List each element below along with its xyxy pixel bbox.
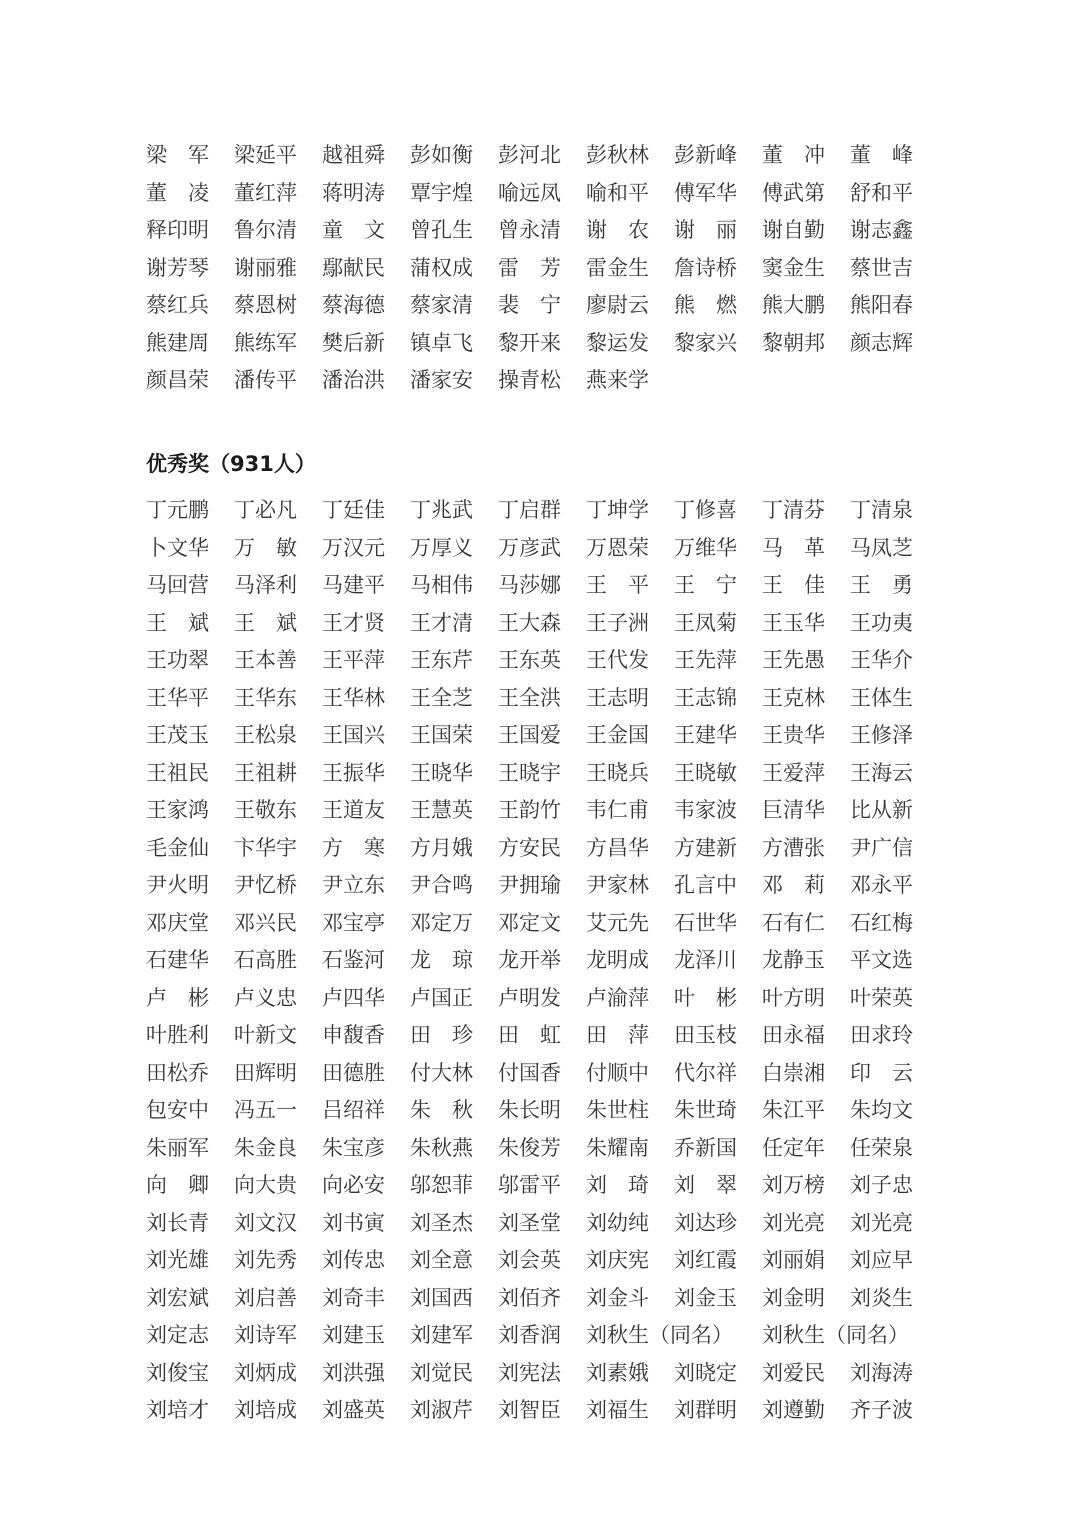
name-entry: 鲁尔清 [234,218,297,242]
name-entry: 舒和平 [850,180,913,205]
name-entry: 王代发 [586,648,649,672]
name-entry: 潘家安 [410,368,473,392]
name-entry: 包安中 [146,1098,209,1122]
name-entry: 刘金斗 [586,1285,649,1310]
name-entry: 王平萍 [322,648,385,672]
name-entry: 熊建周 [146,330,209,355]
name-entry: 石鉴河 [322,948,385,972]
name-entry: 熊练军 [234,330,297,355]
name-entry: 卢义忠 [234,985,297,1010]
name-entry: 蔡红兵 [146,293,209,317]
name-entry: 王凤菊 [674,610,737,635]
name-entry: 付顺中 [586,1060,649,1085]
name-entry: 王体生 [850,685,913,710]
name-entry: 傅武第 [762,180,825,205]
name-entry: 方漕张 [762,835,825,860]
name-entry: 丁清芬 [762,498,825,522]
name-entry: 卞华宇 [234,835,297,860]
name-entry: 刘圣堂 [498,1210,561,1235]
name-entry: 王爱萍 [762,760,825,785]
name-entry: 王贵华 [762,723,825,747]
name-entry: 王晓敏 [674,760,737,785]
name-entry: 刘书寅 [322,1210,385,1235]
name-entry: 艾元先 [586,910,649,935]
name-entry: 刘奇丰 [322,1285,385,1310]
name-entry: 邓定万 [410,910,473,935]
name-entry: 龙泽川 [674,948,737,972]
name-entry: 马凤芝 [850,535,913,560]
name-entry: 梁 军 [146,143,209,167]
name-entry: 龙静玉 [762,948,825,972]
name-entry: 彭河北 [498,143,561,167]
name-entry: 付国香 [498,1060,561,1085]
name-entry: 王 佳 [762,573,825,597]
name-entry: 董 凌 [146,180,209,205]
name-entry: 王玉华 [762,610,825,635]
name-entry: 刘 琦 [586,1173,649,1197]
name-entry: 刘爱民 [762,1360,825,1385]
name-entry: 刘素娥 [586,1360,649,1385]
name-entry: 刘遵勤 [762,1398,825,1422]
name-entry: 谢自勤 [762,218,825,242]
name-entry: 王 斌 [146,610,209,635]
name-entry: 叶 彬 [674,985,737,1010]
name-entry: 刘盛英 [322,1398,385,1422]
name-entry: 王东芹 [410,648,473,672]
name-entry: 刘先秀 [234,1248,297,1272]
name-entry: 刘启善 [234,1285,297,1310]
name-entry: 刘洪强 [322,1360,385,1385]
name-entry: 刘淑芹 [410,1398,473,1422]
name-entry: 付大林 [410,1060,473,1085]
name-entry: 刘光雄 [146,1248,209,1272]
name-entry: 王祖民 [146,760,209,785]
name-entry: 王晓兵 [586,760,649,785]
name-entry: 朱长明 [498,1098,561,1122]
name-entry: 王 斌 [234,610,297,635]
name-entry: 王志明 [586,685,649,710]
name-entry: 覃宇煌 [410,180,473,205]
name-entry: 印 云 [850,1060,913,1085]
name-entry: 吕绍祥 [322,1098,385,1122]
name-entry: 马泽利 [234,573,297,597]
name-entry: 田松乔 [146,1060,209,1085]
name-entry: 熊 燃 [674,293,737,317]
name-entry: 方安民 [498,835,561,860]
name-entry: 王子洲 [586,610,649,635]
name-entry: 王 勇 [850,573,913,597]
name-entry: 卢明发 [498,985,561,1010]
name-entry: 毛金仙 [146,835,209,860]
name-entry: 王松泉 [234,723,297,747]
name-entry: 操青松 [498,368,561,392]
name-entry: 刘长青 [146,1210,209,1235]
name-entry: 叶胜利 [146,1023,209,1047]
name-entry: 龙开举 [498,948,561,972]
name-entry: 王晓华 [410,760,473,785]
name-entry: 田辉明 [234,1060,297,1085]
name-entry: 黎朝邦 [762,330,825,355]
name-entry: 鄢献民 [322,255,385,280]
name-entry: 任定年 [762,1135,825,1160]
name-entry: 龙 琼 [410,948,473,972]
name-entry: 向大贵 [234,1173,297,1197]
name-entry: 刘会英 [498,1248,561,1272]
name-entry: 朱宝彦 [322,1135,385,1160]
name-entry: 刘圣杰 [410,1210,473,1235]
name-entry: 方建新 [674,835,737,860]
name-entry: 卢 彬 [146,985,209,1010]
name-entry: 比从新 [850,798,913,822]
name-entry: 方月娥 [410,835,473,860]
name-entry: 刘文汉 [234,1210,297,1235]
name-entry: 雷金生 [586,255,649,280]
name-entry: 丁廷佳 [322,498,385,522]
name-entry: 邓定文 [498,910,561,935]
name-entry: 梁延平 [234,143,297,167]
name-entry: 王功夷 [850,610,913,635]
name-entry: 刘 翠 [674,1173,737,1197]
name-entry: 谢芳琴 [146,255,209,280]
name-entry: 刘建玉 [322,1323,385,1347]
name-entry: 刘全意 [410,1248,473,1272]
name-entry: 丁元鹏 [146,498,209,522]
name-entry: 刘晓定 [674,1360,737,1385]
name-entry: 刘定志 [146,1323,209,1347]
name-entry: 尹合鸣 [410,873,473,897]
name-entry: 刘智臣 [498,1398,561,1422]
name-entry: 蒋明涛 [322,180,385,205]
name-entry: 曾孔生 [410,218,473,242]
name-entry: 尹立东 [322,873,385,897]
name-entry: 万维华 [674,535,737,560]
name-entry: 刘幼纯 [586,1210,649,1235]
name-entry: 王慧英 [410,798,473,822]
name-entry: 王华平 [146,685,209,710]
name-entry: 尹家林 [586,873,649,897]
name-entry: 刘宏斌 [146,1285,209,1310]
name-entry: 燕来学 [586,368,649,392]
name-entry: 尹忆桥 [234,873,297,897]
name-entry: 任荣泉 [850,1135,913,1160]
name-entry: 刘金玉 [674,1285,737,1310]
name-entry: 蔡家清 [410,293,473,317]
name-entry: 邓宝亭 [322,910,385,935]
name-entry: 王家鸿 [146,798,209,822]
name-entry: 刘佰齐 [498,1285,561,1310]
name-entry: 刘庆宪 [586,1248,649,1272]
name-entry: 刘应早 [850,1248,913,1272]
name-entry: 朱世柱 [586,1098,649,1122]
name-entry: 王海云 [850,760,913,785]
name-entry: 邓兴民 [234,910,297,935]
name-entry: 詹诗桥 [674,255,737,280]
name-entry: 尹火明 [146,873,209,897]
name-entry: 丁启群 [498,498,561,522]
name-entry: 向必安 [322,1173,385,1197]
name-entry: 刘培才 [146,1398,209,1422]
name-entry: 卢四华 [322,985,385,1010]
name-entry: 刘光亮 [850,1210,913,1235]
name-entry: 王 平 [586,573,649,597]
name-entry: 董 峰 [850,143,913,167]
name-entry: 朱耀南 [586,1135,649,1160]
name-entry: 田永福 [762,1023,825,1047]
name-entry: 田 虹 [498,1023,561,1047]
name-entry: 彭如衡 [410,143,473,167]
name-entry: 雷 芳 [498,255,561,280]
name-entry: 王大森 [498,610,561,635]
name-entry: 丁必凡 [234,498,297,522]
name-entry: 邓永平 [850,873,913,897]
name-entry: 马回营 [146,573,209,597]
name-grid-excellent-award [146,492,946,1430]
name-entry: 王道友 [322,798,385,822]
name-entry: 王晓宇 [498,760,561,785]
name-entry: 王华东 [234,685,297,710]
name-entry: 王修泽 [850,723,913,747]
name-entry: 谢丽雅 [234,255,297,280]
name-entry: 王振华 [322,760,385,785]
name-entry: 石建华 [146,948,209,972]
name-entry: 朱世琦 [674,1098,737,1122]
name-entry: 王华林 [322,685,385,710]
name-entry: 平文选 [850,948,913,972]
name-entry: 方 寒 [322,835,385,860]
name-entry: 马相伟 [410,573,473,597]
name-entry: 刘香润 [498,1323,561,1347]
name-entry: 傅军华 [674,180,737,205]
name-entry: 刘子忠 [850,1173,913,1197]
name-entry: 刘传忠 [322,1248,385,1272]
name-entry: 尹广信 [850,835,913,860]
name-entry: 蒲权成 [410,255,473,280]
name-entry: 叶荣英 [850,985,913,1010]
name-entry: 蔡世吉 [850,255,913,280]
name-entry: 龙明成 [586,948,649,972]
name-entry: 王祖耕 [234,760,297,785]
name-entry: 越祖舜 [322,143,385,167]
name-entry: 王先愚 [762,648,825,672]
name-entry: 冯五一 [234,1098,297,1122]
name-entry: 齐子波 [850,1398,913,1422]
name-entry: 王才清 [410,610,473,635]
name-entry: 王韵竹 [498,798,561,822]
name-entry: 刘国西 [410,1285,473,1310]
name-entry: 刘万榜 [762,1173,825,1197]
name-entry: 朱 秋 [410,1098,473,1122]
name-entry: 王本善 [234,648,297,672]
name-grid-top [146,137,946,400]
name-entry: 朱金良 [234,1135,297,1160]
name-entry: 万恩荣 [586,535,649,560]
name-entry: 黎家兴 [674,330,737,355]
name-entry: 王国兴 [322,723,385,747]
name-entry: 王先萍 [674,648,737,672]
name-entry: 王金国 [586,723,649,747]
name-entry: 谢 农 [586,218,649,242]
name-entry: 王全洪 [498,685,561,710]
name-entry: 谢 丽 [674,218,737,242]
name-entry: 卜文华 [146,535,209,560]
name-entry: 刘炳成 [234,1360,297,1385]
name-entry: 曾永清 [498,218,561,242]
name-entry: 潘治洪 [322,368,385,392]
name-entry: 向 卿 [146,1173,209,1197]
name-entry: 石高胜 [234,948,297,972]
name-entry: 彭新峰 [674,143,737,167]
name-entry: 尹拥瑜 [498,873,561,897]
name-entry: 叶新文 [234,1023,297,1047]
name-entry: 万汉元 [322,535,385,560]
name-entry: 卢渝萍 [586,985,649,1010]
name-entry: 彭秋林 [586,143,649,167]
name-entry: 巨清华 [762,798,825,822]
name-entry: 王全芝 [410,685,473,710]
name-entry: 王华介 [850,648,913,672]
name-entry: 刘建军 [410,1323,473,1347]
name-entry: 颜昌荣 [146,368,209,392]
name-entry: 刘觉民 [410,1360,473,1385]
name-entry: 田玉枝 [674,1023,737,1047]
name-entry: 石有仁 [762,910,825,935]
name-entry: 丁坤学 [586,498,649,522]
section-title-excellent-award: 优秀奖（931人） [146,452,316,476]
name-entry: 刘炎生 [850,1285,913,1310]
name-entry: 刘秋生（同名） [586,1323,733,1347]
name-entry: 刘培成 [234,1398,297,1422]
name-entry: 镇卓飞 [410,330,473,355]
name-entry: 田 珍 [410,1023,473,1047]
name-entry: 王建华 [674,723,737,747]
name-entry: 朱俊芳 [498,1135,561,1160]
name-entry: 童 文 [322,218,385,242]
name-entry: 方昌华 [586,835,649,860]
name-entry: 丁兆武 [410,498,473,522]
name-entry: 马建平 [322,573,385,597]
name-entry: 万厚义 [410,535,473,560]
name-entry: 董 冲 [762,143,825,167]
name-entry: 王 宁 [674,573,737,597]
name-entry: 邓 莉 [762,873,825,897]
name-entry: 王国爱 [498,723,561,747]
name-entry: 董红萍 [234,180,297,205]
name-entry: 代尔祥 [674,1060,737,1085]
name-entry: 白崇湘 [762,1060,825,1085]
name-entry: 王国荣 [410,723,473,747]
name-entry: 朱均文 [850,1098,913,1122]
name-entry: 刘金明 [762,1285,825,1310]
name-entry: 释印明 [146,218,209,242]
name-entry: 马 革 [762,535,825,560]
name-entry: 田求玲 [850,1023,913,1047]
name-entry: 石红梅 [850,910,913,935]
name-entry: 田 萍 [586,1023,649,1047]
name-entry: 刘诗军 [234,1323,297,1347]
name-entry: 石世华 [674,910,737,935]
name-entry: 王东英 [498,648,561,672]
name-entry: 马莎娜 [498,573,561,597]
name-entry: 田德胜 [322,1060,385,1085]
name-entry: 刘群明 [674,1398,737,1422]
name-entry: 熊大鹏 [762,293,825,317]
name-entry: 颜志辉 [850,330,913,355]
name-entry: 朱秋燕 [410,1135,473,1160]
name-entry: 王功翠 [146,648,209,672]
name-entry: 熊阳春 [850,293,913,317]
name-entry: 丁修喜 [674,498,737,522]
name-entry: 蔡恩树 [234,293,297,317]
name-entry: 万 敏 [234,535,297,560]
name-entry: 樊后新 [322,330,385,355]
name-entry: 王敬东 [234,798,297,822]
name-entry: 裴 宁 [498,293,561,317]
name-entry: 王志锦 [674,685,737,710]
name-entry: 廖尉云 [586,293,649,317]
name-entry: 窦金生 [762,255,825,280]
name-entry: 刘俊宝 [146,1360,209,1385]
name-entry: 刘丽娟 [762,1248,825,1272]
name-entry: 叶方明 [762,985,825,1010]
name-entry: 刘福生 [586,1398,649,1422]
name-entry: 刘达珍 [674,1210,737,1235]
name-entry: 韦仁甫 [586,798,649,822]
name-entry: 邓庆堂 [146,910,209,935]
name-entry: 朱丽军 [146,1135,209,1160]
name-entry: 乔新国 [674,1135,737,1160]
name-entry: 邬恕菲 [410,1173,473,1197]
name-entry: 孔言中 [674,873,737,897]
name-entry: 朱江平 [762,1098,825,1122]
name-entry: 谢志鑫 [850,218,913,242]
name-entry: 刘海涛 [850,1360,913,1385]
name-entry: 韦家波 [674,798,737,822]
name-entry: 喻远凤 [498,180,561,205]
name-entry: 刘光亮 [762,1210,825,1235]
name-entry: 刘红霞 [674,1248,737,1272]
name-entry: 黎开来 [498,330,561,355]
name-entry: 刘秋生（同名） [762,1323,909,1347]
name-entry: 王克林 [762,685,825,710]
name-entry: 邬雷平 [498,1173,561,1197]
name-entry: 刘宪法 [498,1360,561,1385]
name-entry: 潘传平 [234,368,297,392]
name-entry: 王才贤 [322,610,385,635]
name-entry: 黎运发 [586,330,649,355]
name-entry: 王茂玉 [146,723,209,747]
name-entry: 蔡海德 [322,293,385,317]
name-entry: 丁清泉 [850,498,913,522]
name-entry: 卢国正 [410,985,473,1010]
name-entry: 申馥香 [322,1023,385,1047]
name-entry: 喻和平 [586,180,649,205]
name-entry: 万彦武 [498,535,561,560]
